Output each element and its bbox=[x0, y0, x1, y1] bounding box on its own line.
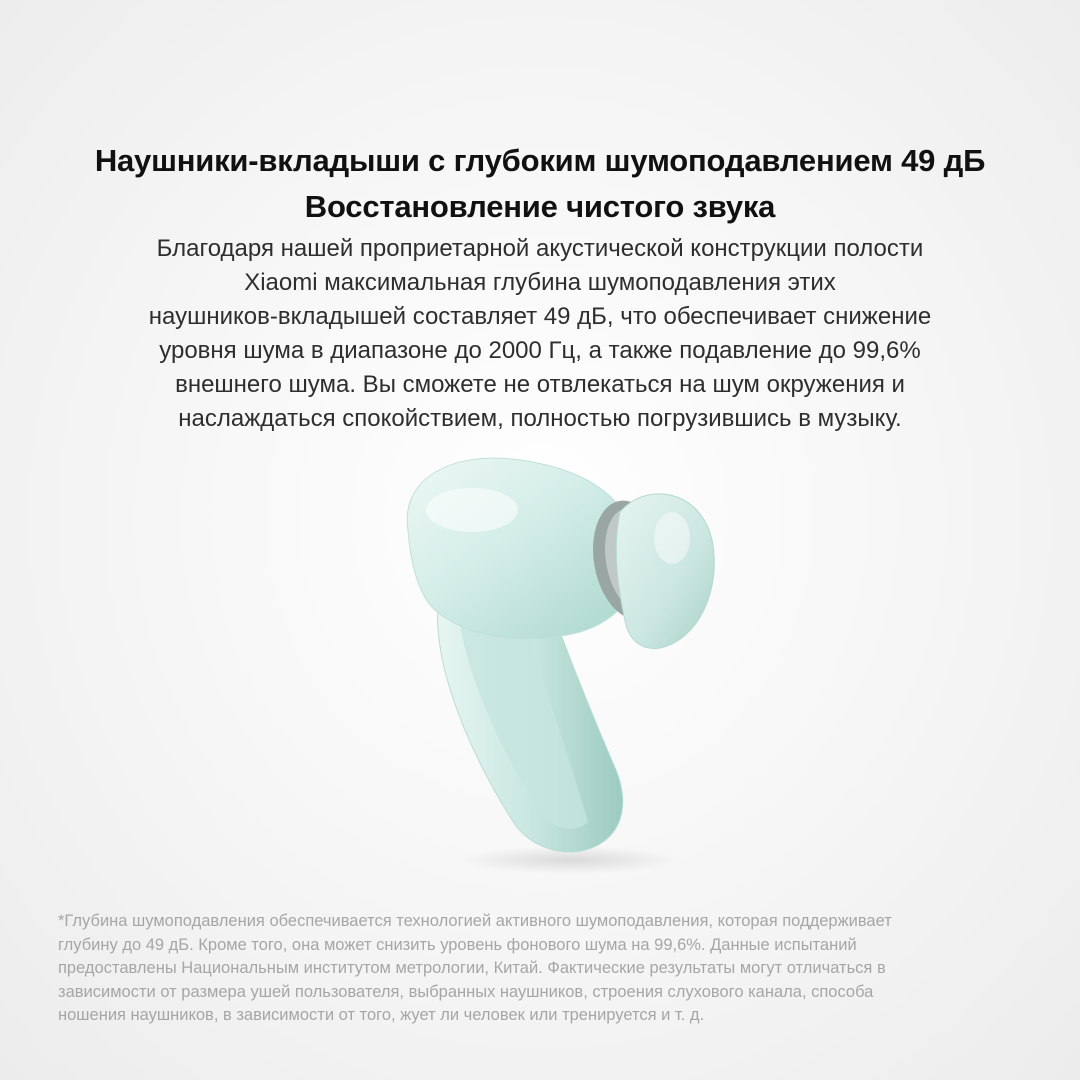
description-line: Благодаря нашей проприетарной акустической конструкции полости bbox=[156, 235, 924, 262]
footnote-line: глубину до 49 дБ. Кроме того, она может снизить уровень фонового шума на 99,6%. Данные испытаний bbox=[58, 935, 857, 954]
description-line: наушников-вкладышей составляет 49 дБ, что обеспечивает снижение bbox=[148, 303, 932, 330]
footnote-line: предоставлены Национальным институтом метрологии, Китай. Фактические результаты могут отличаться в bbox=[58, 959, 886, 977]
description bbox=[0, 232, 1080, 436]
footnote bbox=[58, 910, 1028, 1028]
earbud-image bbox=[380, 440, 720, 880]
headline-title: Наушники-вкладыши с глубоким шумоподавлением 49 дБ bbox=[94, 143, 986, 178]
headline-subtitle: Восстановление чистого звука bbox=[304, 189, 776, 224]
quiet-wave-right bbox=[706, 563, 1030, 587]
footnote-line: *Глубина шумоподавления обеспечивается технологией активного шумоподавления, которая поддерживает bbox=[58, 912, 892, 930]
description-line: уровня шума в диапазоне до 2000 Гц, а также подавление до 99,6% bbox=[159, 337, 921, 364]
description-line: наслаждаться спокойствием, полностью погрузившись в музыку. bbox=[178, 405, 902, 432]
description-line: внешнего шума. Вы сможете не отвлекаться на шум окружения и bbox=[175, 371, 905, 398]
headline bbox=[0, 138, 1080, 230]
noise-wave-left bbox=[22, 492, 418, 657]
footnote-line: ношения наушников, в зависимости от того, жует ли человек или тренируется и т. д. bbox=[58, 1006, 705, 1024]
footnote-line: зависимости от размера ушей пользователя, выбранных наушников, строения слухового канала, способа bbox=[58, 982, 874, 1001]
description-line: Xiaomi максимальная глубина шумоподавления этих bbox=[244, 269, 836, 296]
